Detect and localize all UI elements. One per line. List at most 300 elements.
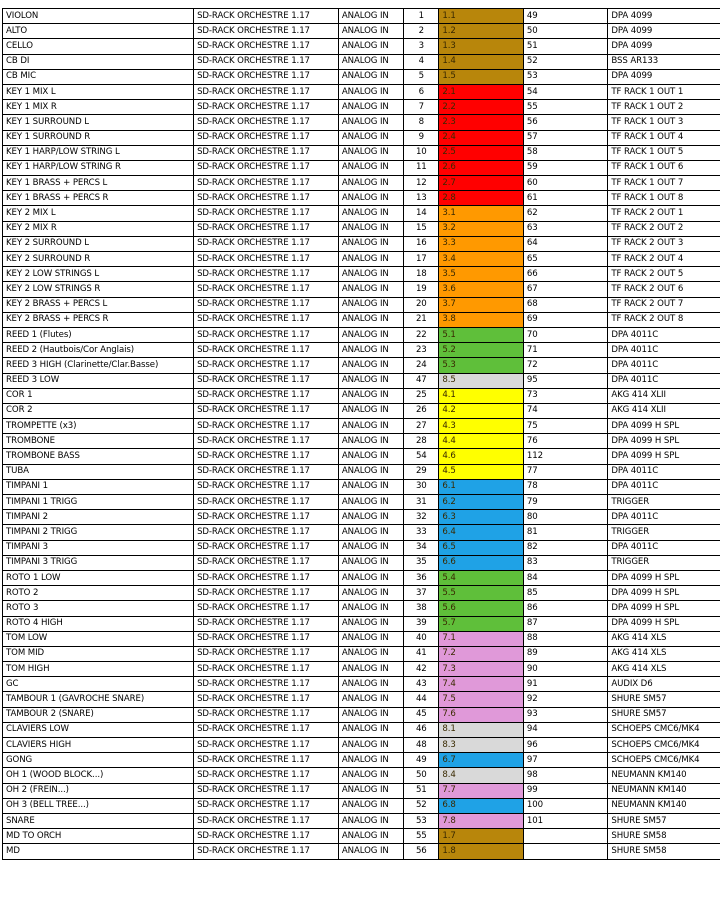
device-cell: SD-RACK ORCHESTRE 1.17 xyxy=(194,662,339,677)
input-type-cell: ANALOG IN xyxy=(338,601,403,616)
microphone-cell: SCHOEPS CMC6/MK4 xyxy=(608,722,720,737)
input-type-cell: ANALOG IN xyxy=(338,373,403,388)
channel-number-cell: 95 xyxy=(523,373,607,388)
microphone-cell: AUDIX D6 xyxy=(608,677,720,692)
channel-name-cell: ROTO 2 xyxy=(3,586,194,601)
device-cell: SD-RACK ORCHESTRE 1.17 xyxy=(194,221,339,236)
channel-name-cell: TIMPANI 2 xyxy=(3,510,194,525)
input-number-cell: 21 xyxy=(404,312,439,327)
channel-name-cell: CB DI xyxy=(3,54,194,69)
table-row xyxy=(3,115,720,130)
channel-name-cell: TAMBOUR 2 (SNARE) xyxy=(3,707,194,722)
channel-number-cell: 90 xyxy=(523,662,607,677)
channel-name-cell: TIMPANI 2 TRIGG xyxy=(3,525,194,540)
device-cell: SD-RACK ORCHESTRE 1.17 xyxy=(194,631,339,646)
microphone-cell: DPA 4099 H SPL xyxy=(608,570,720,585)
device-cell: SD-RACK ORCHESTRE 1.17 xyxy=(194,312,339,327)
patch-cell: 8.3 xyxy=(439,738,523,753)
channel-name-cell: REED 2 (Hautbois/Cor Anglais) xyxy=(3,343,194,358)
channel-number-cell: 64 xyxy=(523,236,607,251)
input-number-cell: 4 xyxy=(404,54,439,69)
channel-name-cell: TIMPANI 1 TRIGG xyxy=(3,495,194,510)
channel-name-cell: KEY 1 MIX R xyxy=(3,100,194,115)
table-row xyxy=(3,631,720,646)
channel-name-cell: COR 1 xyxy=(3,388,194,403)
input-type-cell: ANALOG IN xyxy=(338,540,403,555)
input-type-cell: ANALOG IN xyxy=(338,252,403,267)
channel-name-cell: KEY 1 SURROUND R xyxy=(3,130,194,145)
input-number-cell: 29 xyxy=(404,464,439,479)
input-number-cell: 53 xyxy=(404,813,439,828)
microphone-cell: DPA 4011C xyxy=(608,358,720,373)
table-row xyxy=(3,39,720,54)
device-cell: SD-RACK ORCHESTRE 1.17 xyxy=(194,84,339,99)
channel-number-cell: 77 xyxy=(523,464,607,479)
channel-name-cell: KEY 2 SURROUND L xyxy=(3,236,194,251)
table-row xyxy=(3,707,720,722)
channel-name-cell: GC xyxy=(3,677,194,692)
table-row xyxy=(3,768,720,783)
input-type-cell: ANALOG IN xyxy=(338,464,403,479)
input-number-cell: 32 xyxy=(404,510,439,525)
input-type-cell: ANALOG IN xyxy=(338,312,403,327)
microphone-cell: TF RACK 2 OUT 2 xyxy=(608,221,720,236)
patch-cell: 8.4 xyxy=(439,768,523,783)
input-number-cell: 28 xyxy=(404,434,439,449)
patch-cell: 4.5 xyxy=(439,464,523,479)
patch-cell: 3.5 xyxy=(439,267,523,282)
table-row xyxy=(3,100,720,115)
device-cell: SD-RACK ORCHESTRE 1.17 xyxy=(194,722,339,737)
table-row xyxy=(3,419,720,434)
channel-number-cell: 75 xyxy=(523,419,607,434)
channel-name-cell: KEY 1 HARP/LOW STRING L xyxy=(3,145,194,160)
channel-name-cell: KEY 2 MIX L xyxy=(3,206,194,221)
device-cell: SD-RACK ORCHESTRE 1.17 xyxy=(194,783,339,798)
channel-number-cell: 92 xyxy=(523,692,607,707)
channel-number-cell: 81 xyxy=(523,525,607,540)
table-row xyxy=(3,267,720,282)
table-row xyxy=(3,206,720,221)
channel-number-cell: 89 xyxy=(523,646,607,661)
device-cell: SD-RACK ORCHESTRE 1.17 xyxy=(194,100,339,115)
table-row xyxy=(3,753,720,768)
microphone-cell: NEUMANN KM140 xyxy=(608,768,720,783)
input-number-cell: 13 xyxy=(404,191,439,206)
device-cell: SD-RACK ORCHESTRE 1.17 xyxy=(194,555,339,570)
input-type-cell: ANALOG IN xyxy=(338,738,403,753)
microphone-cell: SCHOEPS CMC6/MK4 xyxy=(608,753,720,768)
device-cell: SD-RACK ORCHESTRE 1.17 xyxy=(194,844,339,859)
input-number-cell: 14 xyxy=(404,206,439,221)
channel-name-cell: KEY 1 SURROUND L xyxy=(3,115,194,130)
channel-name-cell: KEY 2 MIX R xyxy=(3,221,194,236)
patch-cell: 7.8 xyxy=(439,813,523,828)
device-cell: SD-RACK ORCHESTRE 1.17 xyxy=(194,39,339,54)
table-row xyxy=(3,601,720,616)
channel-number-cell: 53 xyxy=(523,69,607,84)
channel-number-cell: 50 xyxy=(523,24,607,39)
table-row xyxy=(3,191,720,206)
patch-cell: 5.3 xyxy=(439,358,523,373)
patch-cell: 6.4 xyxy=(439,525,523,540)
input-number-cell: 11 xyxy=(404,160,439,175)
device-cell: SD-RACK ORCHESTRE 1.17 xyxy=(194,768,339,783)
device-cell: SD-RACK ORCHESTRE 1.17 xyxy=(194,343,339,358)
channel-number-cell: 52 xyxy=(523,54,607,69)
microphone-cell: DPA 4011C xyxy=(608,327,720,342)
patch-cell: 5.7 xyxy=(439,616,523,631)
microphone-cell: AKG 414 XLS xyxy=(608,662,720,677)
channel-name-cell: KEY 1 BRASS + PERCS R xyxy=(3,191,194,206)
device-cell: SD-RACK ORCHESTRE 1.17 xyxy=(194,525,339,540)
input-number-cell: 27 xyxy=(404,419,439,434)
channel-number-cell: 63 xyxy=(523,221,607,236)
channel-name-cell: MD xyxy=(3,844,194,859)
device-cell: SD-RACK ORCHESTRE 1.17 xyxy=(194,160,339,175)
table-row xyxy=(3,221,720,236)
input-type-cell: ANALOG IN xyxy=(338,267,403,282)
channel-name-cell: TROMBONE xyxy=(3,434,194,449)
input-number-cell: 3 xyxy=(404,39,439,54)
channel-number-cell: 54 xyxy=(523,84,607,99)
patch-cell: 6.3 xyxy=(439,510,523,525)
input-type-cell: ANALOG IN xyxy=(338,403,403,418)
patch-cell: 3.3 xyxy=(439,236,523,251)
input-type-cell: ANALOG IN xyxy=(338,798,403,813)
channel-number-cell: 88 xyxy=(523,631,607,646)
input-number-cell: 2 xyxy=(404,24,439,39)
input-type-cell: ANALOG IN xyxy=(338,844,403,859)
patch-cell: 7.7 xyxy=(439,783,523,798)
table-row xyxy=(3,692,720,707)
channel-number-cell: 97 xyxy=(523,753,607,768)
table-row xyxy=(3,722,720,737)
microphone-cell: DPA 4099 H SPL xyxy=(608,419,720,434)
device-cell: SD-RACK ORCHESTRE 1.17 xyxy=(194,692,339,707)
channel-name-cell: OH 2 (FREIN...) xyxy=(3,783,194,798)
table-row xyxy=(3,24,720,39)
channel-number-cell: 59 xyxy=(523,160,607,175)
patch-cell: 7.6 xyxy=(439,707,523,722)
input-type-cell: ANALOG IN xyxy=(338,434,403,449)
table-row xyxy=(3,570,720,585)
channel-number-cell: 83 xyxy=(523,555,607,570)
channel-number-cell: 56 xyxy=(523,115,607,130)
table-row xyxy=(3,738,720,753)
table-row xyxy=(3,297,720,312)
microphone-cell: DPA 4011C xyxy=(608,479,720,494)
patch-cell: 2.3 xyxy=(439,115,523,130)
channel-name-cell: KEY 2 BRASS + PERCS R xyxy=(3,312,194,327)
channel-number-cell: 96 xyxy=(523,738,607,753)
patch-cell: 4.1 xyxy=(439,388,523,403)
table-row xyxy=(3,616,720,631)
patch-cell: 8.1 xyxy=(439,722,523,737)
microphone-cell: TF RACK 1 OUT 7 xyxy=(608,176,720,191)
input-type-cell: ANALOG IN xyxy=(338,449,403,464)
channel-number-cell: 51 xyxy=(523,39,607,54)
device-cell: SD-RACK ORCHESTRE 1.17 xyxy=(194,267,339,282)
patch-cell: 2.2 xyxy=(439,100,523,115)
patch-cell: 5.6 xyxy=(439,601,523,616)
device-cell: SD-RACK ORCHESTRE 1.17 xyxy=(194,115,339,130)
channel-number-cell: 85 xyxy=(523,586,607,601)
table-row xyxy=(3,464,720,479)
device-cell: SD-RACK ORCHESTRE 1.17 xyxy=(194,813,339,828)
microphone-cell: DPA 4099 H SPL xyxy=(608,434,720,449)
patch-cell: 7.4 xyxy=(439,677,523,692)
patch-cell: 1.7 xyxy=(439,829,523,844)
input-number-cell: 39 xyxy=(404,616,439,631)
microphone-cell: SHURE SM58 xyxy=(608,844,720,859)
input-type-cell: ANALOG IN xyxy=(338,570,403,585)
device-cell: SD-RACK ORCHESTRE 1.17 xyxy=(194,419,339,434)
input-type-cell: ANALOG IN xyxy=(338,419,403,434)
table-row xyxy=(3,783,720,798)
patch-cell: 5.5 xyxy=(439,586,523,601)
input-number-cell: 48 xyxy=(404,738,439,753)
input-number-cell: 36 xyxy=(404,570,439,585)
channel-number-cell: 60 xyxy=(523,176,607,191)
microphone-cell: DPA 4011C xyxy=(608,540,720,555)
channel-name-cell: SNARE xyxy=(3,813,194,828)
device-cell: SD-RACK ORCHESTRE 1.17 xyxy=(194,464,339,479)
input-type-cell: ANALOG IN xyxy=(338,479,403,494)
input-type-cell: ANALOG IN xyxy=(338,176,403,191)
input-type-cell: ANALOG IN xyxy=(338,282,403,297)
device-cell: SD-RACK ORCHESTRE 1.17 xyxy=(194,9,339,24)
channel-number-cell: 74 xyxy=(523,403,607,418)
input-number-cell: 54 xyxy=(404,449,439,464)
input-type-cell: ANALOG IN xyxy=(338,646,403,661)
table-row xyxy=(3,662,720,677)
input-number-cell: 19 xyxy=(404,282,439,297)
device-cell: SD-RACK ORCHESTRE 1.17 xyxy=(194,540,339,555)
microphone-cell: DPA 4011C xyxy=(608,343,720,358)
input-number-cell: 16 xyxy=(404,236,439,251)
channel-number-cell: 101 xyxy=(523,813,607,828)
table-row xyxy=(3,646,720,661)
microphone-cell: TF RACK 1 OUT 3 xyxy=(608,115,720,130)
microphone-cell: SHURE SM58 xyxy=(608,829,720,844)
microphone-cell: TF RACK 2 OUT 8 xyxy=(608,312,720,327)
patch-cell: 4.4 xyxy=(439,434,523,449)
channel-number-cell: 87 xyxy=(523,616,607,631)
table-row xyxy=(3,130,720,145)
patch-cell: 5.4 xyxy=(439,570,523,585)
channel-number-cell: 62 xyxy=(523,206,607,221)
patch-cell: 5.2 xyxy=(439,343,523,358)
table-row xyxy=(3,479,720,494)
input-type-cell: ANALOG IN xyxy=(338,358,403,373)
device-cell: SD-RACK ORCHESTRE 1.17 xyxy=(194,495,339,510)
channel-number-cell: 78 xyxy=(523,479,607,494)
channel-name-cell: OH 3 (BELL TREE...) xyxy=(3,798,194,813)
input-type-cell: ANALOG IN xyxy=(338,829,403,844)
device-cell: SD-RACK ORCHESTRE 1.17 xyxy=(194,297,339,312)
table-row xyxy=(3,312,720,327)
input-number-cell: 44 xyxy=(404,692,439,707)
channel-name-cell: REED 3 LOW xyxy=(3,373,194,388)
microphone-cell: NEUMANN KM140 xyxy=(608,783,720,798)
microphone-cell: DPA 4099 H SPL xyxy=(608,586,720,601)
input-number-cell: 9 xyxy=(404,130,439,145)
input-type-cell: ANALOG IN xyxy=(338,9,403,24)
patch-cell: 2.7 xyxy=(439,176,523,191)
device-cell: SD-RACK ORCHESTRE 1.17 xyxy=(194,252,339,267)
channel-name-cell: KEY 2 LOW STRINGS L xyxy=(3,267,194,282)
input-number-cell: 15 xyxy=(404,221,439,236)
device-cell: SD-RACK ORCHESTRE 1.17 xyxy=(194,738,339,753)
microphone-cell: DPA 4011C xyxy=(608,373,720,388)
input-number-cell: 56 xyxy=(404,844,439,859)
input-type-cell: ANALOG IN xyxy=(338,768,403,783)
patch-cell: 1.8 xyxy=(439,844,523,859)
input-number-cell: 52 xyxy=(404,798,439,813)
input-type-cell: ANALOG IN xyxy=(338,221,403,236)
device-cell: SD-RACK ORCHESTRE 1.17 xyxy=(194,510,339,525)
device-cell: SD-RACK ORCHESTRE 1.17 xyxy=(194,206,339,221)
channel-number-cell: 73 xyxy=(523,388,607,403)
microphone-cell: DPA 4099 H SPL xyxy=(608,616,720,631)
channel-name-cell: CLAVIERS HIGH xyxy=(3,738,194,753)
device-cell: SD-RACK ORCHESTRE 1.17 xyxy=(194,388,339,403)
channel-name-cell: COR 2 xyxy=(3,403,194,418)
patch-cell: 1.2 xyxy=(439,24,523,39)
input-number-cell: 8 xyxy=(404,115,439,130)
channel-number-cell: 69 xyxy=(523,312,607,327)
microphone-cell: AKG 414 XLII xyxy=(608,388,720,403)
device-cell: SD-RACK ORCHESTRE 1.17 xyxy=(194,130,339,145)
input-number-cell: 17 xyxy=(404,252,439,267)
patch-cell: 3.8 xyxy=(439,312,523,327)
table-row xyxy=(3,525,720,540)
microphone-cell: BSS AR133 xyxy=(608,54,720,69)
table-row xyxy=(3,403,720,418)
microphone-cell: TRIGGER xyxy=(608,525,720,540)
table-row xyxy=(3,586,720,601)
channel-name-cell: TOM LOW xyxy=(3,631,194,646)
input-type-cell: ANALOG IN xyxy=(338,236,403,251)
channel-name-cell: ROTO 4 HIGH xyxy=(3,616,194,631)
device-cell: SD-RACK ORCHESTRE 1.17 xyxy=(194,373,339,388)
device-cell: SD-RACK ORCHESTRE 1.17 xyxy=(194,677,339,692)
table-row xyxy=(3,434,720,449)
patch-cell: 7.1 xyxy=(439,631,523,646)
microphone-cell: DPA 4099 xyxy=(608,9,720,24)
device-cell: SD-RACK ORCHESTRE 1.17 xyxy=(194,570,339,585)
table-row xyxy=(3,145,720,160)
channel-name-cell: TIMPANI 3 TRIGG xyxy=(3,555,194,570)
device-cell: SD-RACK ORCHESTRE 1.17 xyxy=(194,191,339,206)
channel-number-cell: 94 xyxy=(523,722,607,737)
device-cell: SD-RACK ORCHESTRE 1.17 xyxy=(194,479,339,494)
patch-cell: 6.2 xyxy=(439,495,523,510)
input-type-cell: ANALOG IN xyxy=(338,145,403,160)
input-type-cell: ANALOG IN xyxy=(338,722,403,737)
microphone-cell: TF RACK 2 OUT 4 xyxy=(608,252,720,267)
microphone-cell: DPA 4099 H SPL xyxy=(608,449,720,464)
table-row xyxy=(3,236,720,251)
input-type-cell: ANALOG IN xyxy=(338,510,403,525)
table-row xyxy=(3,540,720,555)
device-cell: SD-RACK ORCHESTRE 1.17 xyxy=(194,69,339,84)
input-type-cell: ANALOG IN xyxy=(338,297,403,312)
patch-cell: 2.5 xyxy=(439,145,523,160)
channel-number-cell: 79 xyxy=(523,495,607,510)
microphone-cell: AKG 414 XLS xyxy=(608,646,720,661)
table-row xyxy=(3,510,720,525)
patch-cell: 1.5 xyxy=(439,69,523,84)
device-cell: SD-RACK ORCHESTRE 1.17 xyxy=(194,586,339,601)
input-number-cell: 47 xyxy=(404,373,439,388)
input-type-cell: ANALOG IN xyxy=(338,753,403,768)
channel-name-cell: CLAVIERS LOW xyxy=(3,722,194,737)
input-number-cell: 55 xyxy=(404,829,439,844)
input-number-cell: 41 xyxy=(404,646,439,661)
microphone-cell: DPA 4099 xyxy=(608,24,720,39)
table-row xyxy=(3,373,720,388)
channel-number-cell: 112 xyxy=(523,449,607,464)
microphone-cell: TF RACK 2 OUT 6 xyxy=(608,282,720,297)
channel-number-cell: 98 xyxy=(523,768,607,783)
table-row xyxy=(3,358,720,373)
microphone-cell: TF RACK 1 OUT 1 xyxy=(608,84,720,99)
input-number-cell: 12 xyxy=(404,176,439,191)
channel-name-cell: CB MIC xyxy=(3,69,194,84)
microphone-cell: TF RACK 2 OUT 3 xyxy=(608,236,720,251)
input-number-cell: 18 xyxy=(404,267,439,282)
channel-number-cell xyxy=(523,844,607,859)
microphone-cell: TF RACK 1 OUT 4 xyxy=(608,130,720,145)
input-type-cell: ANALOG IN xyxy=(338,813,403,828)
input-type-cell: ANALOG IN xyxy=(338,100,403,115)
patch-cell: 2.1 xyxy=(439,84,523,99)
patch-cell: 3.4 xyxy=(439,252,523,267)
channel-name-cell: KEY 1 MIX L xyxy=(3,84,194,99)
patch-list-table xyxy=(2,8,720,860)
microphone-cell: DPA 4011C xyxy=(608,464,720,479)
table-row xyxy=(3,252,720,267)
patch-cell: 8.5 xyxy=(439,373,523,388)
channel-number-cell: 72 xyxy=(523,358,607,373)
patch-cell: 6.7 xyxy=(439,753,523,768)
device-cell: SD-RACK ORCHESTRE 1.17 xyxy=(194,54,339,69)
input-type-cell: ANALOG IN xyxy=(338,54,403,69)
device-cell: SD-RACK ORCHESTRE 1.17 xyxy=(194,707,339,722)
channel-name-cell: TAMBOUR 1 (GAVROCHE SNARE) xyxy=(3,692,194,707)
input-number-cell: 10 xyxy=(404,145,439,160)
patch-cell: 3.7 xyxy=(439,297,523,312)
channel-name-cell: TROMBONE BASS xyxy=(3,449,194,464)
channel-name-cell: TIMPANI 3 xyxy=(3,540,194,555)
device-cell: SD-RACK ORCHESTRE 1.17 xyxy=(194,403,339,418)
input-type-cell: ANALOG IN xyxy=(338,495,403,510)
patch-cell: 1.3 xyxy=(439,39,523,54)
channel-name-cell: CELLO xyxy=(3,39,194,54)
device-cell: SD-RACK ORCHESTRE 1.17 xyxy=(194,282,339,297)
channel-name-cell: KEY 2 LOW STRINGS R xyxy=(3,282,194,297)
microphone-cell: AKG 414 XLS xyxy=(608,631,720,646)
input-type-cell: ANALOG IN xyxy=(338,39,403,54)
table-row xyxy=(3,495,720,510)
channel-number-cell: 100 xyxy=(523,798,607,813)
device-cell: SD-RACK ORCHESTRE 1.17 xyxy=(194,798,339,813)
input-number-cell: 49 xyxy=(404,753,439,768)
input-number-cell: 5 xyxy=(404,69,439,84)
patch-cell: 1.1 xyxy=(439,9,523,24)
